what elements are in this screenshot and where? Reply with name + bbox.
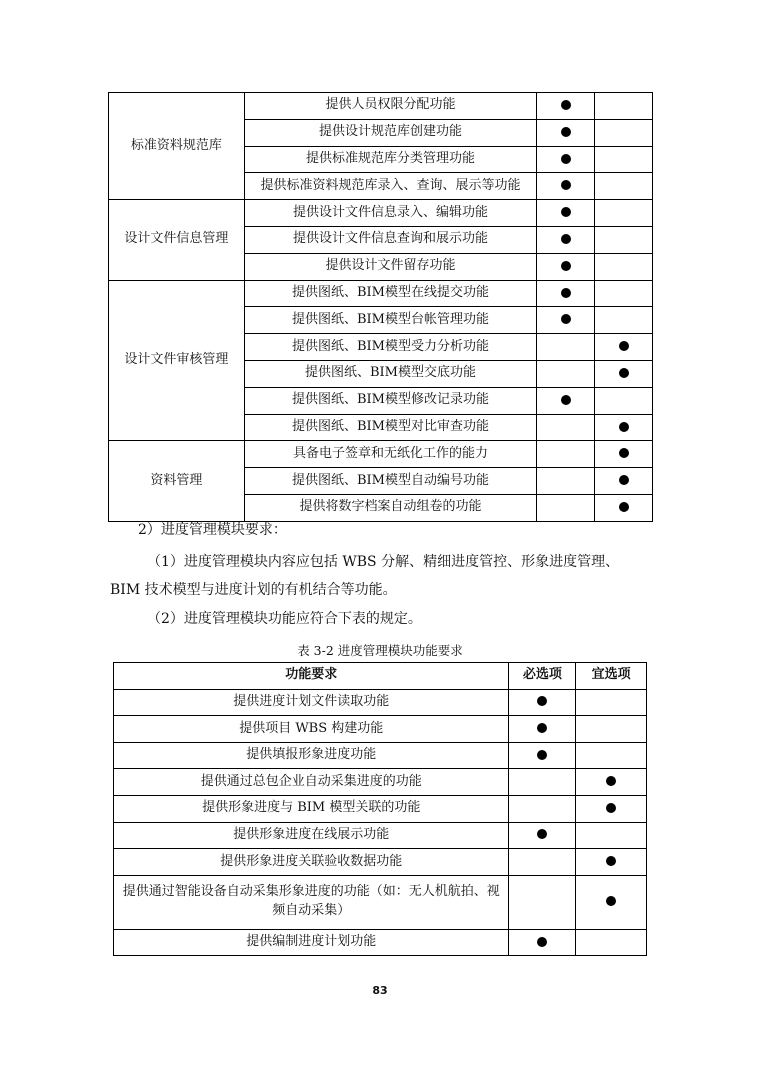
required-cell (509, 849, 576, 876)
feature-cell: 提供图纸、BIM模型交底功能 (244, 360, 536, 387)
filled-dot-icon (537, 750, 547, 760)
feature-cell: 提供人员权限分配功能 (244, 93, 536, 120)
required-cell (537, 307, 595, 334)
optional-cell (576, 849, 647, 876)
table-row (114, 822, 647, 849)
feature-line-2: 频自动采集） (272, 903, 351, 919)
filled-dot-icon (561, 180, 571, 190)
optional-cell (595, 280, 653, 307)
filled-dot-icon (619, 341, 629, 351)
feature-cell: 提供进度计划文件读取功能 (114, 689, 509, 716)
optional-cell (595, 146, 653, 173)
table-row (109, 280, 653, 307)
required-cell (537, 441, 595, 468)
filled-dot-icon (606, 896, 616, 906)
feature-cell: 具备电子签章和无纸化工作的能力 (244, 441, 536, 468)
filled-dot-icon (537, 723, 547, 733)
optional-cell (595, 253, 653, 280)
optional-cell (576, 795, 647, 822)
required-cell (509, 929, 576, 956)
optional-cell (595, 93, 653, 120)
feature-cell: 提供设计文件留存功能 (244, 253, 536, 280)
feature-cell: 提供图纸、BIM模型在线提交功能 (244, 280, 536, 307)
required-cell (509, 716, 576, 743)
table-row (114, 929, 647, 956)
required-cell (509, 742, 576, 769)
feature-cell: 提供设计规范库创建功能 (244, 119, 536, 146)
filled-dot-icon (561, 100, 571, 110)
feature-cell: 提供通过总包企业自动采集进度的功能 (114, 769, 509, 796)
filled-dot-icon (561, 234, 571, 244)
category-cell: 资料管理 (109, 441, 245, 521)
feature-cell: 提供设计文件信息录入、编辑功能 (244, 200, 536, 227)
optional-cell (595, 119, 653, 146)
table-row (109, 200, 653, 227)
required-cell (509, 795, 576, 822)
header-feature: 功能要求 (114, 663, 509, 690)
required-cell (537, 387, 595, 414)
optional-cell (595, 414, 653, 441)
optional-cell (595, 200, 653, 227)
page-number: 83 (372, 984, 388, 997)
feature-cell: 提供图纸、BIM模型对比审查功能 (244, 414, 536, 441)
filled-dot-icon (619, 502, 629, 512)
optional-cell (595, 494, 653, 521)
filled-dot-icon (619, 475, 629, 485)
optional-cell (595, 307, 653, 334)
required-cell (537, 93, 595, 120)
required-cell (537, 226, 595, 253)
feature-cell: 提供图纸、BIM模型修改记录功能 (244, 387, 536, 414)
optional-cell (576, 742, 647, 769)
required-cell (509, 822, 576, 849)
filled-dot-icon (537, 937, 547, 947)
feature-cell: 提供将数字档案自动组卷的功能 (244, 494, 536, 521)
feature-cell: 提供形象进度关联验收数据功能 (114, 849, 509, 876)
required-cell (537, 360, 595, 387)
feature-cell: 提供图纸、BIM模型自动编号功能 (244, 468, 536, 495)
optional-cell (576, 822, 647, 849)
progress-management-requirements-table (113, 662, 647, 956)
table-row (109, 93, 653, 120)
table-row (114, 742, 647, 769)
category-cell: 设计文件审核管理 (109, 280, 245, 441)
filled-dot-icon (619, 422, 629, 432)
filled-dot-icon (561, 395, 571, 405)
section-heading: 2）进度管理模块要求： (138, 522, 287, 538)
optional-cell (595, 334, 653, 361)
filled-dot-icon (561, 314, 571, 324)
table-row (109, 441, 653, 468)
optional-cell (595, 441, 653, 468)
functional-requirements-table-continued (108, 92, 653, 522)
table-row (114, 849, 647, 876)
filled-dot-icon (561, 261, 571, 271)
feature-cell: 提供填报形象进度功能 (114, 742, 509, 769)
feature-cell: 提供设计文件信息查询和展示功能 (244, 226, 536, 253)
category-cell: 标准资料规范库 (109, 93, 245, 200)
filled-dot-icon (606, 856, 616, 866)
filled-dot-icon (537, 696, 547, 706)
table-header-row (114, 663, 647, 690)
required-cell (537, 173, 595, 200)
required-cell (509, 689, 576, 716)
feature-cell (114, 875, 509, 929)
optional-cell (576, 689, 647, 716)
filled-dot-icon (561, 207, 571, 217)
paragraph-item1-line2: BIM 技术模型与进度计划的有机结合等功能。 (110, 582, 397, 598)
required-cell (537, 119, 595, 146)
required-cell (537, 334, 595, 361)
feature-cell: 提供形象进度与 BIM 模型关联的功能 (114, 795, 509, 822)
optional-cell (595, 226, 653, 253)
required-cell (537, 253, 595, 280)
required-cell (537, 200, 595, 227)
filled-dot-icon (619, 448, 629, 458)
paragraph-item1-line1: （1）进度管理模块内容应包括 WBS 分解、精细进度管控、形象进度管理、 (147, 554, 620, 570)
optional-cell (595, 468, 653, 495)
table-row (114, 769, 647, 796)
table-row (114, 716, 647, 743)
optional-cell (595, 360, 653, 387)
feature-cell: 提供形象进度在线展示功能 (114, 822, 509, 849)
required-cell (537, 414, 595, 441)
filled-dot-icon (606, 803, 616, 813)
feature-cell: 提供标准资料规范库录入、查询、展示等功能 (244, 173, 536, 200)
required-cell (509, 769, 576, 796)
table-row (114, 795, 647, 822)
table-caption: 表 3-2 进度管理模块功能要求 (297, 643, 463, 658)
paragraph-item2: （2）进度管理模块功能应符合下表的规定。 (147, 611, 422, 627)
filled-dot-icon (561, 288, 571, 298)
feature-cell: 提供项目 WBS 构建功能 (114, 716, 509, 743)
required-cell (537, 468, 595, 495)
feature-cell: 提供编制进度计划功能 (114, 929, 509, 956)
feature-cell: 提供图纸、BIM模型受力分析功能 (244, 334, 536, 361)
optional-cell (576, 716, 647, 743)
table-row (114, 689, 647, 716)
category-cell: 设计文件信息管理 (109, 200, 245, 280)
optional-cell (576, 875, 647, 929)
filled-dot-icon (561, 127, 571, 137)
filled-dot-icon (537, 829, 547, 839)
required-cell (509, 875, 576, 929)
required-cell (537, 280, 595, 307)
filled-dot-icon (606, 776, 616, 786)
filled-dot-icon (561, 154, 571, 164)
required-cell (537, 146, 595, 173)
optional-cell (576, 769, 647, 796)
optional-cell (595, 387, 653, 414)
optional-cell (576, 929, 647, 956)
feature-cell: 提供图纸、BIM模型台帐管理功能 (244, 307, 536, 334)
header-optional: 宜选项 (576, 663, 647, 690)
required-cell (537, 494, 595, 521)
table-row (114, 875, 647, 929)
feature-cell: 提供标准规范库分类管理功能 (244, 146, 536, 173)
filled-dot-icon (619, 368, 629, 378)
feature-line-1: 提供通过智能设备自动采集形象进度的功能（如：无人机航拍、视 (122, 884, 500, 900)
optional-cell (595, 173, 653, 200)
header-required: 必选项 (509, 663, 576, 690)
